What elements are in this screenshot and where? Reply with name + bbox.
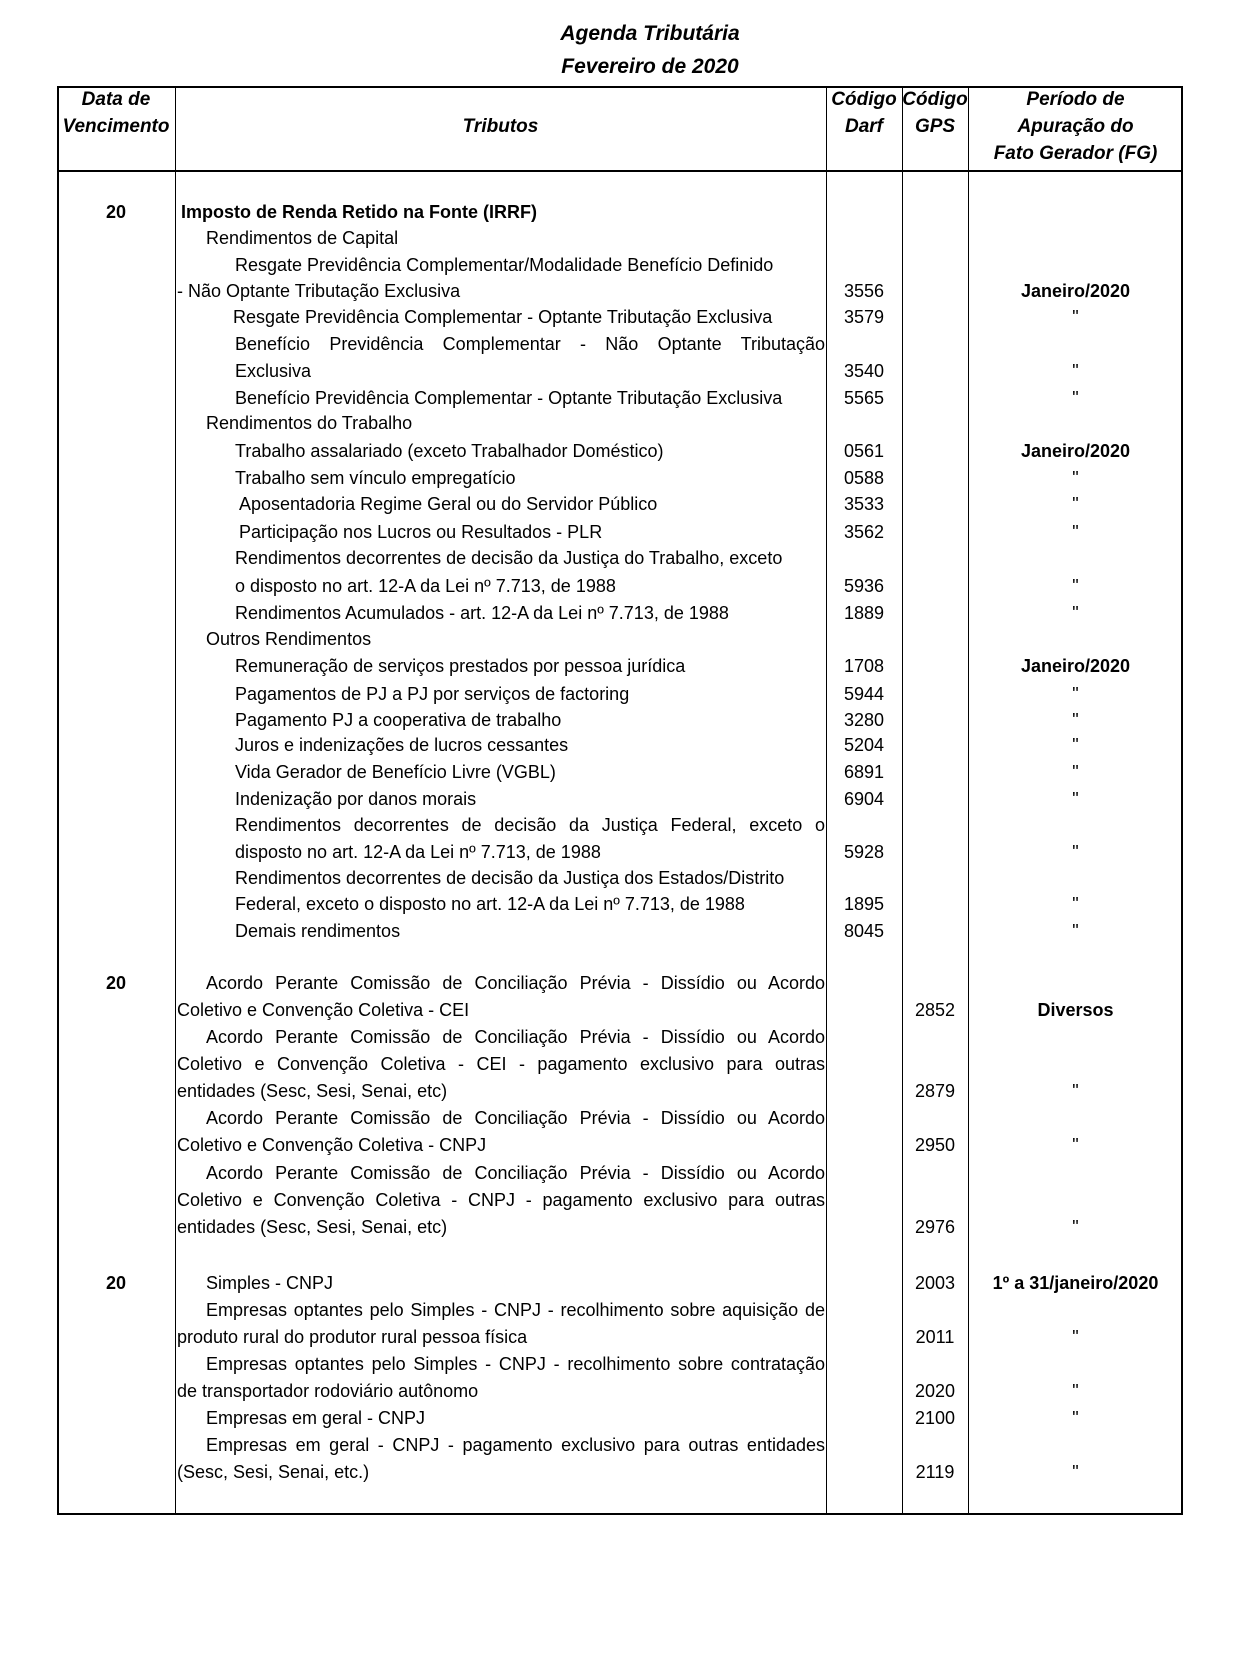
period-cell: " — [1072, 710, 1079, 730]
table-row — [0, 1432, 1239, 1458]
darf-code-cell: 3540 — [843, 361, 885, 381]
table-row — [0, 1270, 1239, 1296]
table-row — [0, 491, 1239, 517]
tributo-cell: Imposto de Renda Retido na Fonte (IRRF) — [181, 202, 537, 222]
period-cell: 1º a 31/janeiro/2020 — [992, 1273, 1159, 1293]
tributo-cell: Benefício Previdência Complementar - Optante Tributação Exclusiva — [235, 388, 783, 408]
period-cell: Janeiro/2020 — [1020, 281, 1131, 301]
table-row — [0, 331, 1239, 357]
tributo-cell: disposto no art. 12-A da Lei nº 7.713, de 1988 — [235, 842, 601, 862]
tributo-cell: Vida Gerador de Benefício Livre (VGBL) — [235, 762, 556, 782]
gps-code-cell: 2879 — [914, 1081, 956, 1101]
darf-code-cell: 1708 — [843, 656, 885, 676]
tributo-cell: Demais rendimentos — [235, 921, 401, 941]
tributo-cell: Rendimentos decorrentes de decisão da Justiça do Trabalho, exceto — [235, 548, 783, 568]
table-row — [0, 1105, 1239, 1131]
table-row — [0, 759, 1239, 785]
table-row — [0, 653, 1239, 679]
gps-code-cell: 2976 — [914, 1217, 956, 1237]
tributo-cell: Trabalho assalariado (exceto Trabalhador Doméstico) — [235, 441, 664, 461]
period-cell: Diversos — [1037, 1000, 1114, 1020]
period-cell: " — [1072, 522, 1079, 542]
table-row — [0, 573, 1239, 599]
due-date-cell: 20 — [105, 202, 127, 222]
tributo-cell: Pagamentos de PJ a PJ por serviços de factoring — [235, 684, 630, 704]
period-cell: " — [1072, 762, 1079, 782]
darf-code-cell: 5565 — [843, 388, 885, 408]
tributo-cell: Empresas em geral - CNPJ — [206, 1408, 426, 1428]
period-cell: " — [1072, 576, 1079, 596]
header-gps-line: Código — [902, 89, 968, 110]
header-darf — [826, 86, 902, 140]
table-row — [0, 865, 1239, 891]
table-row — [0, 199, 1239, 225]
period-cell: Janeiro/2020 — [1020, 656, 1131, 676]
table-row — [0, 997, 1239, 1023]
header-period-line: Fato Gerador (FG) — [993, 143, 1158, 164]
document-title: Agenda Tributária — [560, 22, 740, 45]
table-row — [0, 1024, 1239, 1050]
tributo-cell: Trabalho sem vínculo empregatício — [235, 468, 516, 488]
darf-code-cell: 5928 — [843, 842, 885, 862]
tributo-cell: Rendimentos de Capital — [206, 228, 399, 248]
table-row — [0, 681, 1239, 707]
tributo-cell: Empresas em geral - CNPJ - pagamento exclusivo para outras entidades — [206, 1435, 825, 1455]
period-cell: " — [1072, 1217, 1079, 1237]
tributo-cell: (Sesc, Sesi, Senai, etc.) — [177, 1462, 370, 1482]
period-cell: " — [1072, 921, 1079, 941]
tributo-cell: - Não Optante Tributação Exclusiva — [177, 281, 461, 301]
table-row — [0, 970, 1239, 996]
darf-code-cell: 1889 — [843, 603, 885, 623]
table-row — [0, 252, 1239, 278]
period-cell: " — [1072, 1381, 1079, 1401]
table-row — [0, 1459, 1239, 1485]
tributo-cell: Resgate Previdência Complementar/Modalidade Benefício Definido — [235, 255, 774, 275]
table-row — [0, 839, 1239, 865]
table-row — [0, 410, 1239, 436]
tributo-cell: Remuneração de serviços prestados por pessoa jurídica — [235, 656, 686, 676]
table-row — [0, 1378, 1239, 1404]
period-cell: " — [1072, 1135, 1079, 1155]
tributo-cell: Indenização por danos morais — [235, 789, 477, 809]
darf-code-cell: 3533 — [843, 494, 885, 514]
header-date-line: Data de — [81, 89, 151, 110]
header-darf-line: Código — [831, 89, 897, 110]
tributo-cell: Simples - CNPJ — [206, 1273, 334, 1293]
tributo-cell: produto rural do produtor rural pessoa física — [177, 1327, 528, 1347]
period-cell: " — [1072, 603, 1079, 623]
due-date-cell: 20 — [105, 973, 127, 993]
table-row — [0, 278, 1239, 304]
tributo-cell: Empresas optantes pelo Simples - CNPJ - recolhimento sobre aquisição de — [206, 1300, 825, 1320]
period-cell: " — [1072, 361, 1079, 381]
darf-code-cell: 5204 — [843, 735, 885, 755]
table-row — [0, 600, 1239, 626]
due-date-cell: 20 — [105, 1273, 127, 1293]
period-cell: " — [1072, 468, 1079, 488]
header-date — [57, 86, 175, 140]
period-cell: Janeiro/2020 — [1020, 441, 1131, 461]
period-cell: " — [1072, 894, 1079, 914]
header-period — [968, 86, 1183, 167]
darf-code-cell: 8045 — [843, 921, 885, 941]
table-row — [0, 465, 1239, 491]
table-row — [0, 1051, 1239, 1077]
table-row — [0, 225, 1239, 251]
period-cell: " — [1072, 1408, 1079, 1428]
darf-code-cell: 6891 — [843, 762, 885, 782]
table-row — [0, 786, 1239, 812]
table-row — [0, 707, 1239, 733]
darf-code-cell: 3579 — [843, 307, 885, 327]
tributo-cell: Coletivo e Convenção Coletiva - CNPJ - pagamento exclusivo para outras — [177, 1190, 825, 1210]
tributo-cell: Rendimentos Acumulados - art. 12-A da Lei nº 7.713, de 1988 — [235, 603, 729, 623]
table-row — [0, 1405, 1239, 1431]
table-row — [0, 891, 1239, 917]
header-gps — [902, 86, 968, 140]
table-row — [0, 626, 1239, 652]
table-row — [0, 358, 1239, 384]
tributo-cell: Acordo Perante Comissão de Conciliação Prévia - Dissídio ou Acordo — [206, 1108, 825, 1128]
document-subtitle: Fevereiro de 2020 — [561, 55, 739, 78]
table-row — [0, 918, 1239, 944]
table-row — [0, 812, 1239, 838]
table-row — [0, 519, 1239, 545]
gps-code-cell: 2852 — [914, 1000, 956, 1020]
tributo-cell: Rendimentos do Trabalho — [206, 413, 413, 433]
darf-code-cell: 0561 — [843, 441, 885, 461]
period-cell: " — [1072, 1327, 1079, 1347]
period-cell: " — [1072, 842, 1079, 862]
tributo-cell: Coletivo e Convenção Coletiva - CEI — [177, 1000, 470, 1020]
table-row — [0, 1132, 1239, 1158]
gps-code-cell: 2119 — [915, 1462, 955, 1482]
darf-code-cell: 3280 — [843, 710, 885, 730]
period-cell: " — [1072, 1462, 1079, 1482]
header-tributos: Tributos — [462, 116, 539, 137]
table-row — [0, 1214, 1239, 1240]
table-row — [0, 1160, 1239, 1186]
tributo-cell: Aposentadoria Regime Geral ou do Servidor Público — [239, 494, 658, 514]
header-darf-line: Darf — [844, 116, 883, 137]
tributo-cell: Pagamento PJ a cooperativa de trabalho — [235, 710, 562, 730]
gps-code-cell: 2100 — [914, 1408, 956, 1428]
tributo-cell: Exclusiva — [235, 361, 312, 381]
darf-code-cell: 3556 — [843, 281, 885, 301]
tributo-cell: Juros e indenizações de lucros cessantes — [235, 735, 569, 755]
tributo-cell: Coletivo e Convenção Coletiva - CNPJ — [177, 1135, 487, 1155]
tributo-cell: entidades (Sesc, Sesi, Senai, etc) — [177, 1217, 448, 1237]
tributo-cell: Coletivo e Convenção Coletiva - CEI - pagamento exclusivo para outras — [177, 1054, 825, 1074]
period-cell: " — [1072, 494, 1079, 514]
header-date-line: Vencimento — [62, 116, 170, 137]
table-row — [0, 1297, 1239, 1323]
header-period-line: Apuração do — [1017, 116, 1134, 137]
tributo-cell: entidades (Sesc, Sesi, Senai, etc) — [177, 1081, 448, 1101]
period-cell: " — [1072, 1081, 1079, 1101]
period-cell: " — [1072, 789, 1079, 809]
header-divider — [57, 170, 1183, 172]
tributo-cell: Acordo Perante Comissão de Conciliação Prévia - Dissídio ou Acordo — [206, 1027, 825, 1047]
tributo-cell: Outros Rendimentos — [206, 629, 372, 649]
gps-code-cell: 2003 — [914, 1273, 956, 1293]
period-cell: " — [1072, 388, 1079, 408]
darf-code-cell: 1895 — [843, 894, 885, 914]
tributo-cell: Benefício Previdência Complementar - Não Optante Tributação — [235, 334, 825, 354]
tributo-cell: o disposto no art. 12-A da Lei nº 7.713, de 1988 — [235, 576, 616, 596]
tributo-cell: Rendimentos decorrentes de decisão da Justiça Federal, exceto o — [235, 815, 825, 835]
darf-code-cell: 6904 — [843, 789, 885, 809]
tributo-cell: Federal, exceto o disposto no art. 12-A da Lei nº 7.713, de 1988 — [235, 894, 745, 914]
table-row — [0, 385, 1239, 411]
table-row — [0, 304, 1239, 330]
table-row — [0, 438, 1239, 464]
table-row — [0, 1078, 1239, 1104]
gps-code-cell: 2950 — [914, 1135, 956, 1155]
tributo-cell: Participação nos Lucros ou Resultados - PLR — [239, 522, 603, 542]
table-row — [0, 732, 1239, 758]
tributo-cell: Acordo Perante Comissão de Conciliação Prévia - Dissídio ou Acordo — [206, 973, 825, 993]
tributo-cell: Empresas optantes pelo Simples - CNPJ - recolhimento sobre contratação — [206, 1354, 825, 1374]
gps-code-cell: 2020 — [914, 1381, 956, 1401]
tributo-cell: de transportador rodoviário autônomo — [177, 1381, 479, 1401]
header-gps-line: GPS — [914, 116, 956, 137]
darf-code-cell: 0588 — [843, 468, 885, 488]
tributo-cell: Resgate Previdência Complementar - Optante Tributação Exclusiva — [233, 307, 773, 327]
header-period-line: Período de — [1026, 89, 1125, 110]
period-cell: " — [1072, 735, 1079, 755]
tributo-cell: Rendimentos decorrentes de decisão da Justiça dos Estados/Distrito — [235, 868, 785, 888]
table-row — [0, 1324, 1239, 1350]
period-cell: " — [1072, 684, 1079, 704]
table-row — [0, 1187, 1239, 1213]
darf-code-cell: 5944 — [843, 684, 885, 704]
darf-code-cell: 5936 — [843, 576, 885, 596]
darf-code-cell: 3562 — [843, 522, 885, 542]
gps-code-cell: 2011 — [915, 1327, 955, 1347]
tributo-cell: Acordo Perante Comissão de Conciliação Prévia - Dissídio ou Acordo — [206, 1163, 825, 1183]
period-cell: " — [1072, 307, 1079, 327]
table-row — [0, 545, 1239, 571]
table-row — [0, 1351, 1239, 1377]
